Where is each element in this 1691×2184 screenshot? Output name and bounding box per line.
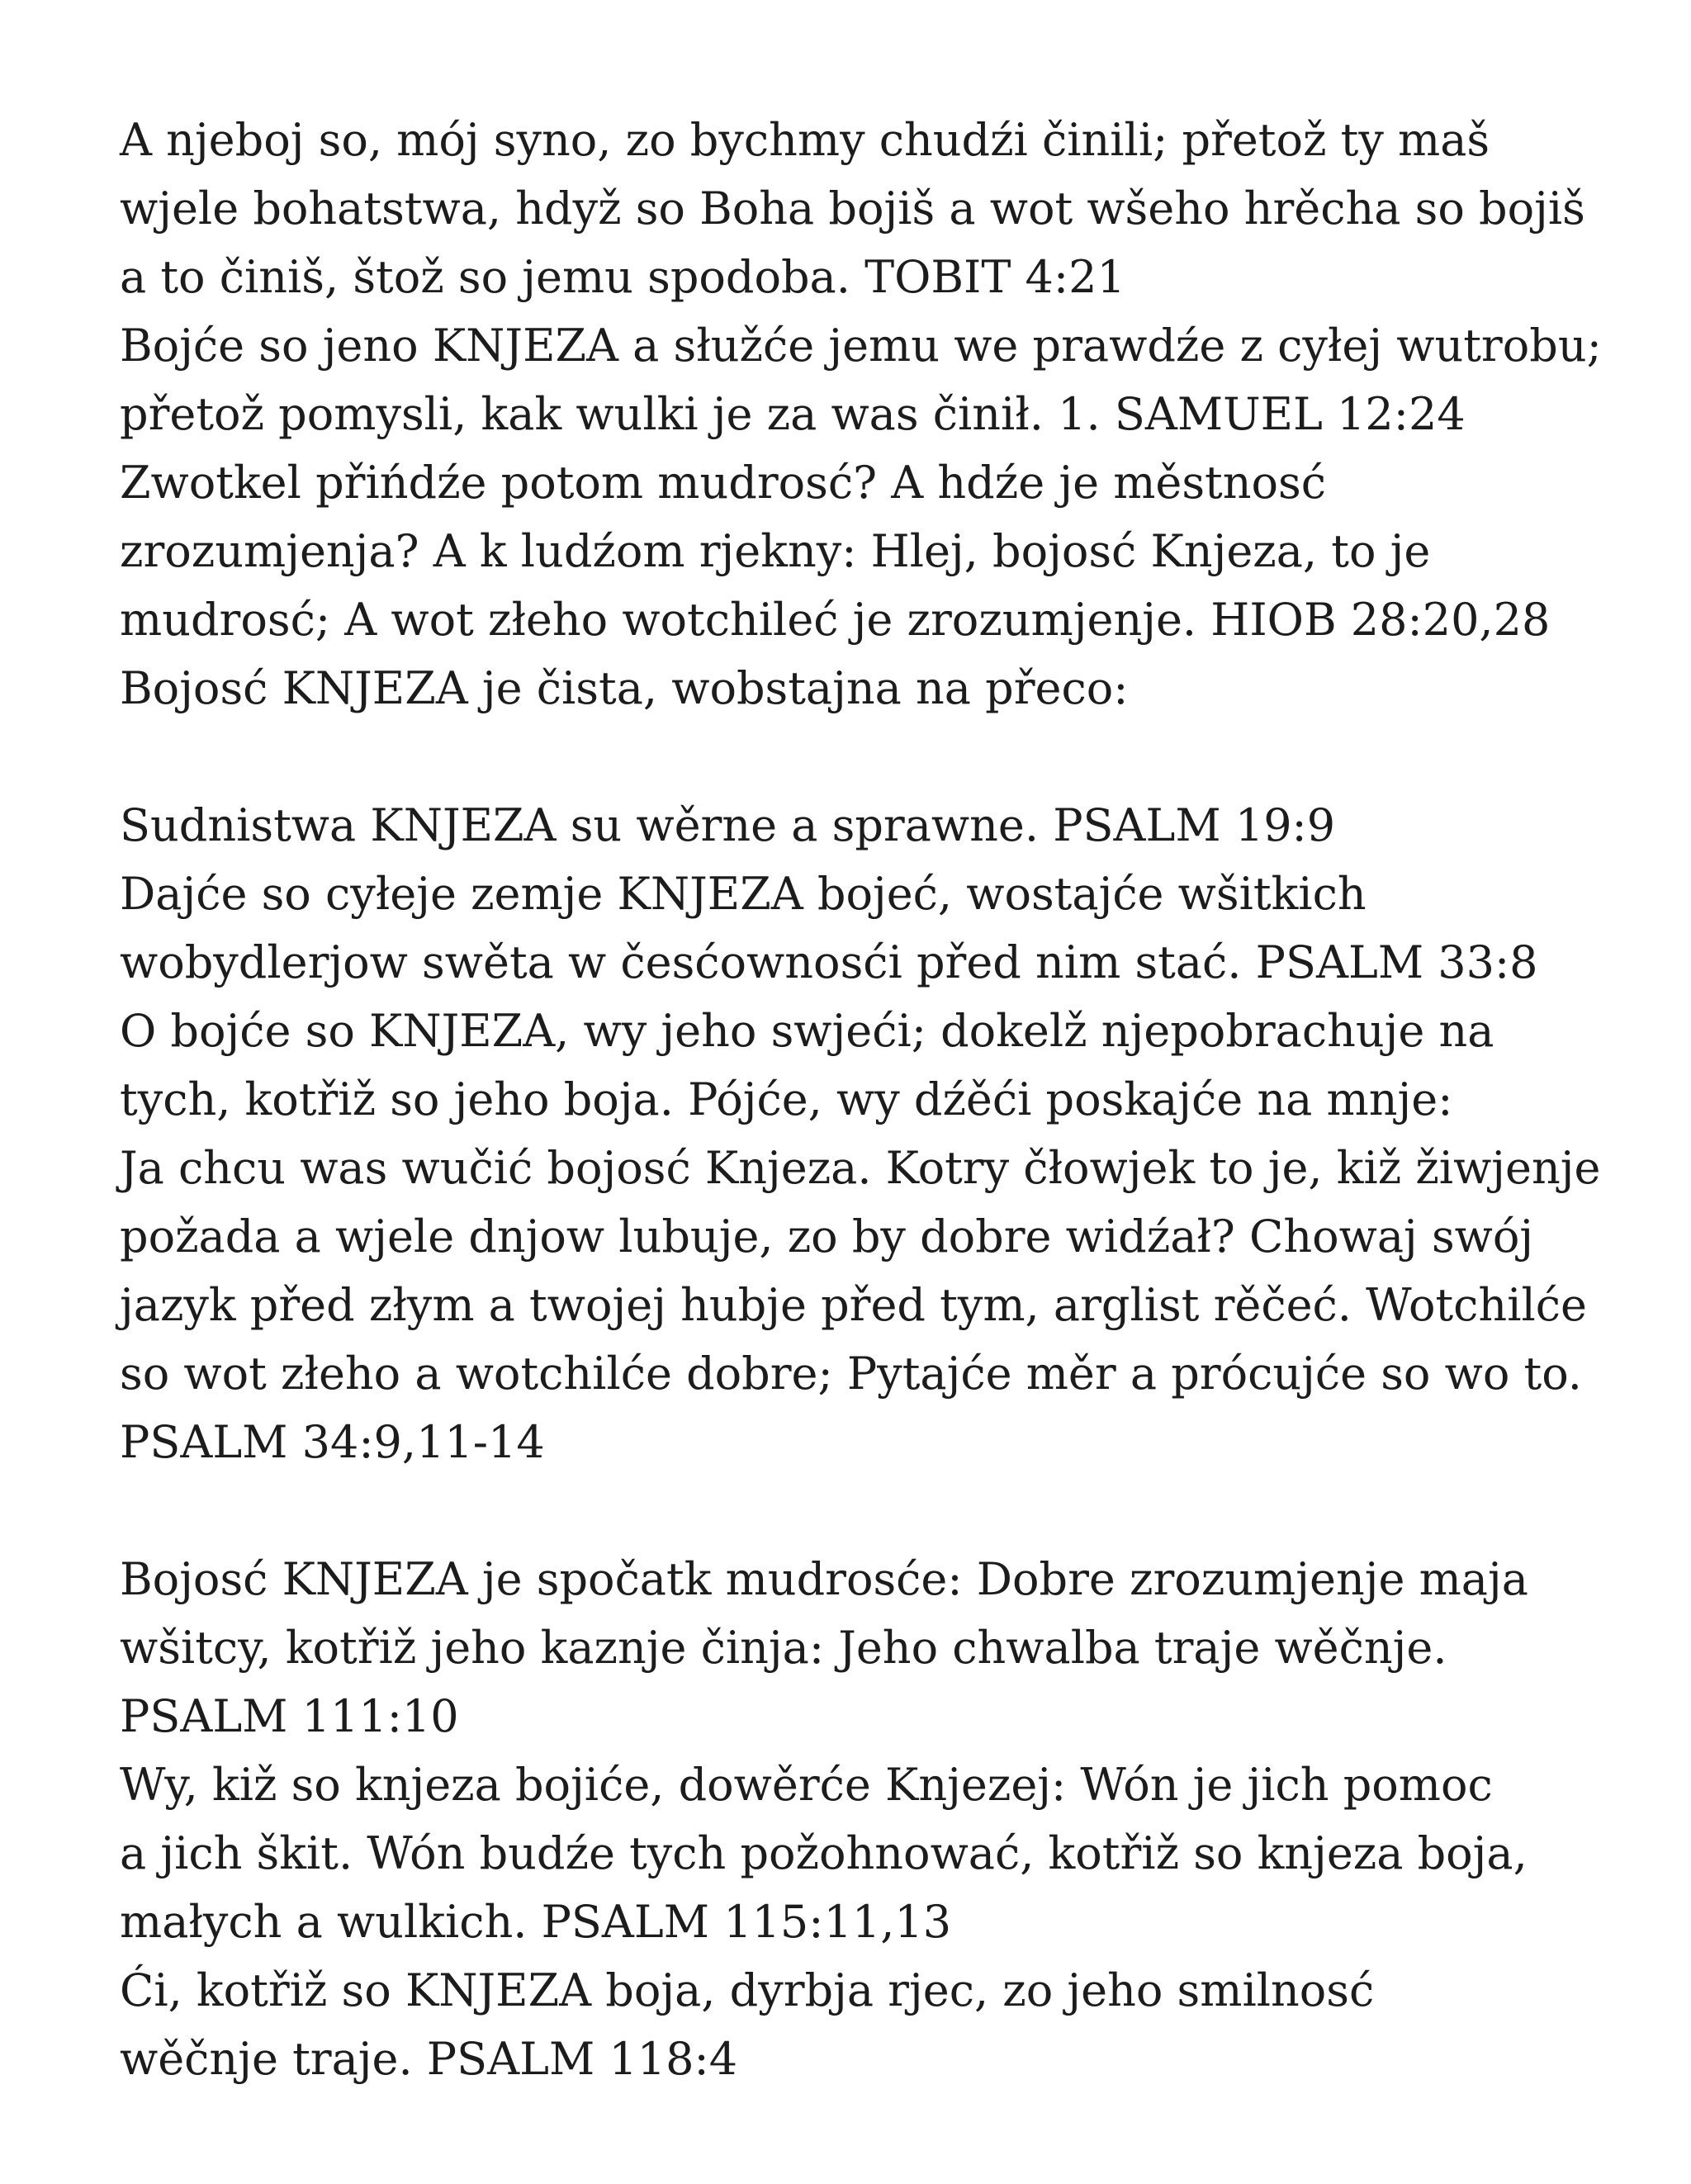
- text-line: Bojosć KNJEZA je spočatk mudrosće: Dobre zrozumjenje maja: [120, 1553, 1528, 1605]
- text-line: a to činiš, štož so jemu spodoba. TOBIT 4:21: [120, 251, 1125, 303]
- text-line: Bojosć KNJEZA je čista, wobstajna na přeco:: [120, 662, 1129, 714]
- text-line: Ći, kotřiž so KNJEZA boja, dyrbja rjec, zo jeho smilnosć: [120, 1964, 1375, 2016]
- text-line: wobydlerjow swěta w česćownosći před nim stać. PSALM 33:8: [120, 936, 1538, 988]
- text-line: mudrosć; A wot złeho wotchileć je zrozumjenje. HIOB 28:20,28: [120, 594, 1551, 646]
- text-line: Zwotkel přińdźe potom mudrosć? A hdźe je městnosć: [120, 457, 1327, 509]
- text-line: a jich škit. Wón budźe tych požohnować, kotřiž so knjeza boja,: [120, 1827, 1528, 1879]
- paragraph-gap: [120, 1476, 1655, 1545]
- text-line: Dajće so cyłeje zemje KNJEZA bojeć, wostajće wšitkich: [120, 868, 1367, 920]
- text-line: Sudnistwa KNJEZA su wěrne a sprawne. PSALM 19:9: [120, 799, 1336, 851]
- text-line: wjele bohatstwa, hdyž so Boha bojiš a wot wšeho hrěcha so bojiš: [120, 182, 1585, 235]
- text-line: PSALM 34:9,11-14: [120, 1416, 545, 1468]
- text-line: jazyk před złym a twojej hubje před tym, arglist rěčeć. Wotchilće: [120, 1279, 1587, 1331]
- text-line: požada a wjele dnjow lubuje, zo by dobre widźał? Chowaj swój: [120, 1210, 1534, 1263]
- text-line: zrozumjenja? A k ludźom rjekny: Hlej, bojosć Knjeza, to je: [120, 525, 1431, 577]
- text-line: so wot złeho a wotchilće dobre; Pytajće měr a prócujće so wo to.: [120, 1348, 1582, 1400]
- text-line: PSALM 111:10: [120, 1690, 459, 1742]
- text-line: Bojće so jeno KNJEZA a słužće jemu we prawdźe z cyłej wutrobu;: [120, 320, 1602, 372]
- text-line: A njeboj so, mój syno, zo bychmy chudźi činili; přetož ty maš: [120, 114, 1490, 166]
- text-line: přetož pomysli, kak wulki je za was činił. 1. SAMUEL 12:24: [120, 388, 1466, 440]
- paragraph-gap: [120, 722, 1655, 791]
- text-line: wšitcy, kotřiž jeho kaznje činja: Jeho chwalba traje wěčnje.: [120, 1622, 1447, 1674]
- document-page: [120, 106, 1655, 2093]
- text-line: Wy, kiž so knjeza bojiće, dowěrće Knjezej: Wón je jich pomoc: [120, 1759, 1493, 1811]
- text-line: Ja chcu was wučić bojosć Knjeza. Kotry čłowjek to je, kiž žiwjenje: [120, 1142, 1601, 1194]
- text-line: małych a wulkich. PSALM 115:11,13: [120, 1896, 952, 1948]
- text-line: O bojće so KNJEZA, wy jeho swjeći; dokelž njepobrachuje na: [120, 1005, 1494, 1057]
- text-line: tych, kotřiž so jeho boja. Pójće, wy dźěći poskajće na mnje:: [120, 1073, 1453, 1125]
- text-line: wěčnje traje. PSALM 118:4: [120, 2033, 738, 2085]
